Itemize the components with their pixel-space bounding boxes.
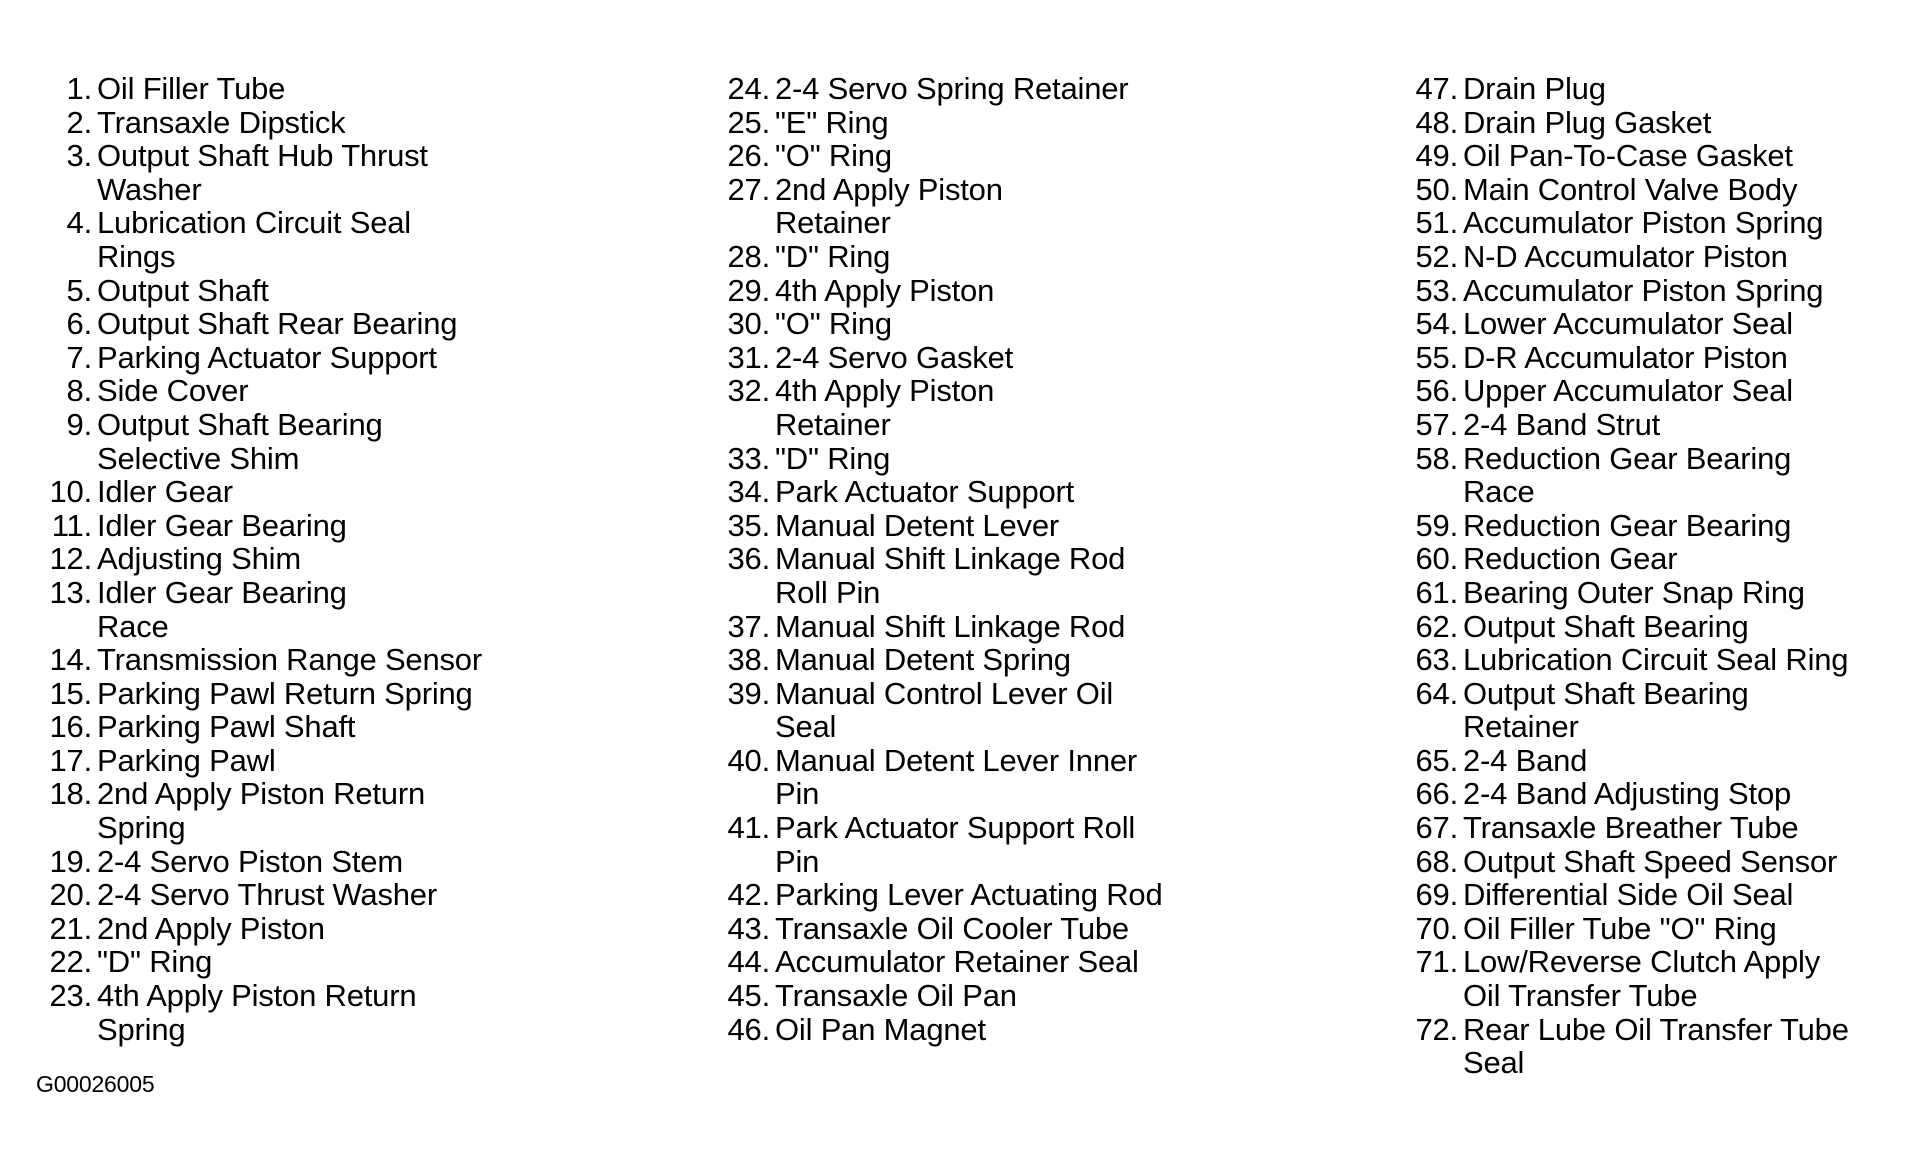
legend-item-label: Park Actuator Support	[775, 474, 1075, 510]
legend-item	[714, 945, 1334, 979]
legend-item-label: "D" Ring	[775, 238, 891, 274]
legend-item	[36, 845, 656, 879]
legend-item	[36, 945, 656, 979]
legend-item-label: Drain Plug	[1463, 71, 1606, 106]
legend-item	[1402, 341, 1902, 375]
legend-item-label: Output Shaft Bearing Selective Shim	[97, 406, 383, 476]
legend-item-label: Idler Gear	[97, 474, 233, 510]
legend-item	[1402, 643, 1902, 677]
legend-item-label: Differential Side Oil Seal	[1463, 877, 1794, 913]
legend-item	[1402, 173, 1902, 207]
legend-item	[714, 475, 1334, 509]
legend-item	[714, 106, 1334, 140]
legend-item-number: 37.	[727, 608, 770, 644]
legend-item-label: Oil Pan-To-Case Gasket	[1463, 138, 1793, 174]
legend-item-number: 22.	[49, 944, 92, 980]
legend-item	[36, 777, 656, 844]
legend-item	[36, 206, 656, 273]
legend-item-label: Output Shaft	[97, 272, 269, 308]
legend-item	[714, 374, 1334, 441]
legend-item-number: 26.	[727, 138, 770, 174]
legend-item	[36, 744, 656, 778]
legend-item-number: 30.	[727, 306, 770, 342]
legend-item-number: 23.	[49, 978, 92, 1014]
legend-item	[1402, 811, 1902, 845]
legend-item-label: D-R Accumulator Piston	[1463, 339, 1788, 375]
legend-item-number: 56.	[1415, 373, 1458, 409]
legend-item-label: "O" Ring	[775, 138, 892, 174]
legend-item-label: Manual Detent Lever	[775, 507, 1059, 543]
legend-item-label: Idler Gear Bearing	[97, 507, 347, 543]
legend-item	[714, 542, 1334, 609]
legend-item-number: 59.	[1415, 507, 1458, 543]
legend-item-number: 58.	[1415, 440, 1458, 476]
legend-item-number: 10.	[49, 474, 92, 510]
legend-item	[714, 240, 1334, 274]
legend-item	[36, 274, 656, 308]
legend-item-label: Reduction Gear Bearing	[1463, 507, 1792, 543]
legend-item-label: Transmission Range Sensor	[97, 642, 482, 678]
legend-item	[714, 139, 1334, 173]
legend-item	[1402, 408, 1902, 442]
legend-item-label: Reduction Gear Bearing Race	[1463, 440, 1792, 510]
legend-item	[36, 475, 656, 509]
legend-item-label: Upper Accumulator Seal	[1463, 373, 1793, 409]
legend-item-label: Rear Lube Oil Transfer Tube Seal	[1463, 1011, 1849, 1081]
legend-item	[714, 677, 1334, 744]
legend-item-number: 40.	[727, 742, 770, 778]
legend-item-label: Lubrication Circuit Seal Ring	[1463, 642, 1849, 678]
legend-item-label: N-D Accumulator Piston	[1463, 238, 1788, 274]
legend-item-number: 60.	[1415, 541, 1458, 577]
legend-item-number: 39.	[727, 675, 770, 711]
legend-item	[1402, 442, 1902, 509]
legend-item-label: 2-4 Servo Spring Retainer	[775, 71, 1129, 106]
legend-item	[714, 307, 1334, 341]
legend-item-number: 21.	[49, 910, 92, 946]
legend-item-label: Manual Shift Linkage Rod Roll Pin	[775, 541, 1126, 610]
legend-item	[1402, 509, 1902, 543]
legend-item-number: 20.	[49, 877, 92, 913]
legend-item-number: 11.	[51, 507, 92, 543]
legend-item	[714, 341, 1334, 375]
legend-item-label: Parking Pawl	[97, 742, 276, 778]
legend-item-number: 35.	[727, 507, 770, 543]
legend-item-number: 43.	[727, 910, 770, 946]
legend-item-number: 46.	[727, 1011, 770, 1047]
legend-item	[714, 442, 1334, 476]
legend-item-label: Adjusting Shim	[97, 541, 301, 577]
legend-item-number: 54.	[1415, 306, 1458, 342]
legend-item-number: 53.	[1415, 272, 1458, 308]
legend-item	[714, 979, 1334, 1013]
legend-item	[1402, 576, 1902, 610]
legend-item-number: 9.	[66, 406, 92, 442]
legend-item-number: 47.	[1415, 71, 1458, 106]
legend-item	[36, 509, 656, 543]
legend-item	[1402, 845, 1902, 879]
legend-item-number: 33.	[727, 440, 770, 476]
legend-item-label: 2-4 Servo Gasket	[775, 339, 1014, 375]
legend-item-number: 61.	[1415, 574, 1458, 610]
legend-item-number: 66.	[1415, 776, 1458, 812]
legend-item-number: 12.	[49, 541, 92, 577]
legend-item-number: 15.	[49, 675, 92, 711]
legend-item-number: 50.	[1415, 171, 1458, 207]
legend-item-number: 72.	[1415, 1011, 1458, 1047]
legend-item-label: "D" Ring	[775, 440, 891, 476]
legend-item-label: Transaxle Oil Cooler Tube	[775, 910, 1129, 946]
legend-item-number: 6.	[66, 306, 92, 342]
legend-item-label: Drain Plug Gasket	[1463, 104, 1712, 140]
legend-item-label: Transaxle Dipstick	[97, 104, 346, 140]
legend-item-label: Parking Pawl Shaft	[97, 709, 356, 745]
legend-item	[1402, 777, 1902, 811]
legend-item	[36, 106, 656, 140]
legend-item-label: Transaxle Breather Tube	[1463, 810, 1799, 846]
legend-item-number: 28.	[727, 238, 770, 274]
legend-item	[36, 139, 656, 206]
legend-item	[36, 710, 656, 744]
legend-item-number: 65.	[1415, 742, 1458, 778]
legend-item-label: Transaxle Oil Pan	[775, 978, 1017, 1014]
legend-item-number: 49.	[1415, 138, 1458, 174]
legend-item-label: Manual Control Lever Oil Seal	[775, 675, 1114, 745]
legend-item-number: 24.	[727, 71, 770, 106]
legend-item	[1402, 106, 1902, 140]
legend-item-number: 67.	[1415, 810, 1458, 846]
legend-item	[1402, 139, 1902, 173]
legend-item	[36, 374, 656, 408]
legend-item	[1402, 677, 1902, 744]
legend-item-number: 1.	[66, 71, 92, 106]
legend-item	[1402, 374, 1902, 408]
legend-item	[1402, 72, 1902, 106]
legend-item-label: Parking Actuator Support	[97, 339, 437, 375]
legend-item-number: 69.	[1415, 877, 1458, 913]
legend-item	[36, 341, 656, 375]
legend-item-number: 16.	[49, 709, 92, 745]
legend-item	[1402, 878, 1902, 912]
legend-item	[1402, 206, 1902, 240]
legend-item-label: Low/Reverse Clutch Apply Oil Transfer Tube	[1463, 944, 1821, 1014]
legend-item-label: 4th Apply Piston Retainer	[775, 373, 995, 442]
legend-item-label: Output Shaft Hub Thrust Washer	[97, 138, 428, 207]
legend-item-label: 2-4 Servo Piston Stem	[97, 843, 403, 879]
legend-item-number: 68.	[1415, 843, 1458, 879]
legend-item-label: Accumulator Piston Spring	[1463, 205, 1824, 241]
legend-item	[1402, 542, 1902, 576]
legend-item-number: 57.	[1415, 406, 1458, 442]
legend-item-number: 29.	[727, 272, 770, 308]
legend-item-label: "O" Ring	[775, 306, 892, 342]
legend-item	[714, 912, 1334, 946]
legend-item	[36, 307, 656, 341]
legend-item-number: 13.	[49, 574, 92, 610]
legend-item	[36, 912, 656, 946]
legend-item-number: 41.	[727, 810, 770, 846]
legend-item-number: 38.	[727, 642, 770, 678]
legend-item-number: 51.	[1415, 205, 1458, 241]
legend-item-label: Bearing Outer Snap Ring	[1463, 574, 1805, 610]
legend-item	[1402, 240, 1902, 274]
legend-item-label: Output Shaft Bearing	[1463, 608, 1749, 644]
legend-item	[1402, 1013, 1902, 1080]
legend-item-label: 2nd Apply Piston Retainer	[775, 171, 1003, 241]
legend-item-label: 2-4 Band	[1463, 742, 1588, 778]
legend-item	[36, 72, 656, 106]
legend-item-label: 2-4 Band Strut	[1463, 406, 1661, 442]
legend-item	[714, 72, 1334, 106]
legend-item-label: Parking Lever Actuating Rod	[775, 877, 1163, 913]
legend-item	[1402, 307, 1902, 341]
figure-id: G00026005	[36, 1071, 155, 1097]
legend-item-number: 32.	[727, 373, 770, 409]
legend-item	[1402, 945, 1902, 1012]
legend-item-label: Manual Detent Lever Inner Pin	[775, 742, 1138, 812]
legend-item-label: Park Actuator Support Roll Pin	[775, 810, 1136, 879]
legend-column-3	[1402, 72, 1902, 1080]
legend-item	[36, 878, 656, 912]
legend-item-number: 71.	[1415, 944, 1458, 980]
legend-item	[714, 509, 1334, 543]
legend-item-label: Lubrication Circuit Seal Rings	[97, 205, 411, 274]
legend-item-number: 25.	[727, 104, 770, 140]
legend-item-label: Manual Shift Linkage Rod	[775, 608, 1126, 644]
legend-item-label: 2nd Apply Piston	[97, 910, 325, 946]
legend-item-label: 4th Apply Piston Return Spring	[97, 978, 417, 1047]
legend-item-label: "E" Ring	[775, 104, 889, 140]
legend-column-2	[714, 72, 1334, 1046]
legend-item-number: 5.	[66, 272, 92, 308]
legend-item-label: 4th Apply Piston	[775, 272, 995, 308]
legend-item	[714, 1013, 1334, 1047]
legend-item	[1402, 912, 1902, 946]
legend-item-number: 64.	[1415, 675, 1458, 711]
legend-item-number: 2.	[66, 104, 92, 140]
legend-item-label: Oil Filler Tube "O" Ring	[1463, 910, 1777, 946]
legend-item	[714, 610, 1334, 644]
legend-item-number: 36.	[727, 541, 770, 577]
legend-item-number: 62.	[1415, 608, 1458, 644]
legend-item	[714, 744, 1334, 811]
legend-item-number: 31.	[727, 339, 770, 375]
legend-item-label: Oil Filler Tube	[97, 71, 286, 106]
legend-item-label: Idler Gear Bearing Race	[97, 574, 347, 644]
legend-item-number: 3.	[66, 138, 92, 174]
legend-item	[1402, 744, 1902, 778]
legend-item-number: 42.	[727, 877, 770, 913]
legend-item-number: 4.	[66, 205, 92, 241]
legend-item	[36, 542, 656, 576]
legend-column-1	[36, 72, 656, 1046]
legend-item	[1402, 274, 1902, 308]
legend-item-number: 17.	[49, 742, 92, 778]
legend-item	[36, 408, 656, 475]
legend-item	[714, 274, 1334, 308]
legend-item-number: 7.	[66, 339, 92, 375]
legend-item-number: 70.	[1415, 910, 1458, 946]
legend-item-label: Parking Pawl Return Spring	[97, 675, 473, 711]
legend-item-number: 19.	[49, 843, 92, 879]
legend-item-number: 18.	[49, 776, 92, 812]
legend-item-label: Main Control Valve Body	[1463, 171, 1798, 207]
legend-item-label: 2-4 Servo Thrust Washer	[97, 877, 437, 913]
legend-item-number: 48.	[1415, 104, 1458, 140]
legend-item-number: 34.	[727, 474, 770, 510]
legend-item	[714, 643, 1334, 677]
legend-item	[36, 643, 656, 677]
legend-item-label: 2nd Apply Piston Return Spring	[97, 776, 425, 846]
legend-item	[36, 979, 656, 1046]
legend-item-number: 8.	[66, 373, 92, 409]
legend-item-label: 2-4 Band Adjusting Stop	[1463, 776, 1792, 812]
legend-item-number: 52.	[1415, 238, 1458, 274]
legend-item-label: "D" Ring	[97, 944, 213, 980]
legend-item-label: Accumulator Piston Spring	[1463, 272, 1824, 308]
legend-item-label: Accumulator Retainer Seal	[775, 944, 1139, 980]
legend-item-number: 27.	[727, 171, 770, 207]
legend-item	[1402, 610, 1902, 644]
legend-item-number: 45.	[727, 978, 770, 1014]
legend-item-number: 63.	[1415, 642, 1458, 678]
legend-item-label: Lower Accumulator Seal	[1463, 306, 1793, 342]
legend-item-label: Output Shaft Speed Sensor	[1463, 843, 1838, 879]
legend-item	[36, 677, 656, 711]
legend-item-label: Manual Detent Spring	[775, 642, 1071, 678]
legend-item	[36, 576, 656, 643]
legend-item-label: Output Shaft Rear Bearing	[97, 306, 458, 342]
legend-item-label: Output Shaft Bearing Retainer	[1463, 675, 1749, 745]
legend-item-number: 44.	[727, 944, 770, 980]
legend-item-number: 14.	[49, 642, 92, 678]
legend-item-label: Side Cover	[97, 373, 249, 409]
legend-item	[714, 878, 1334, 912]
legend-item-label: Reduction Gear	[1463, 541, 1678, 577]
legend-item-number: 55.	[1415, 339, 1458, 375]
legend-item	[714, 811, 1334, 878]
legend-item	[714, 173, 1334, 240]
legend-item-label: Oil Pan Magnet	[775, 1011, 986, 1047]
